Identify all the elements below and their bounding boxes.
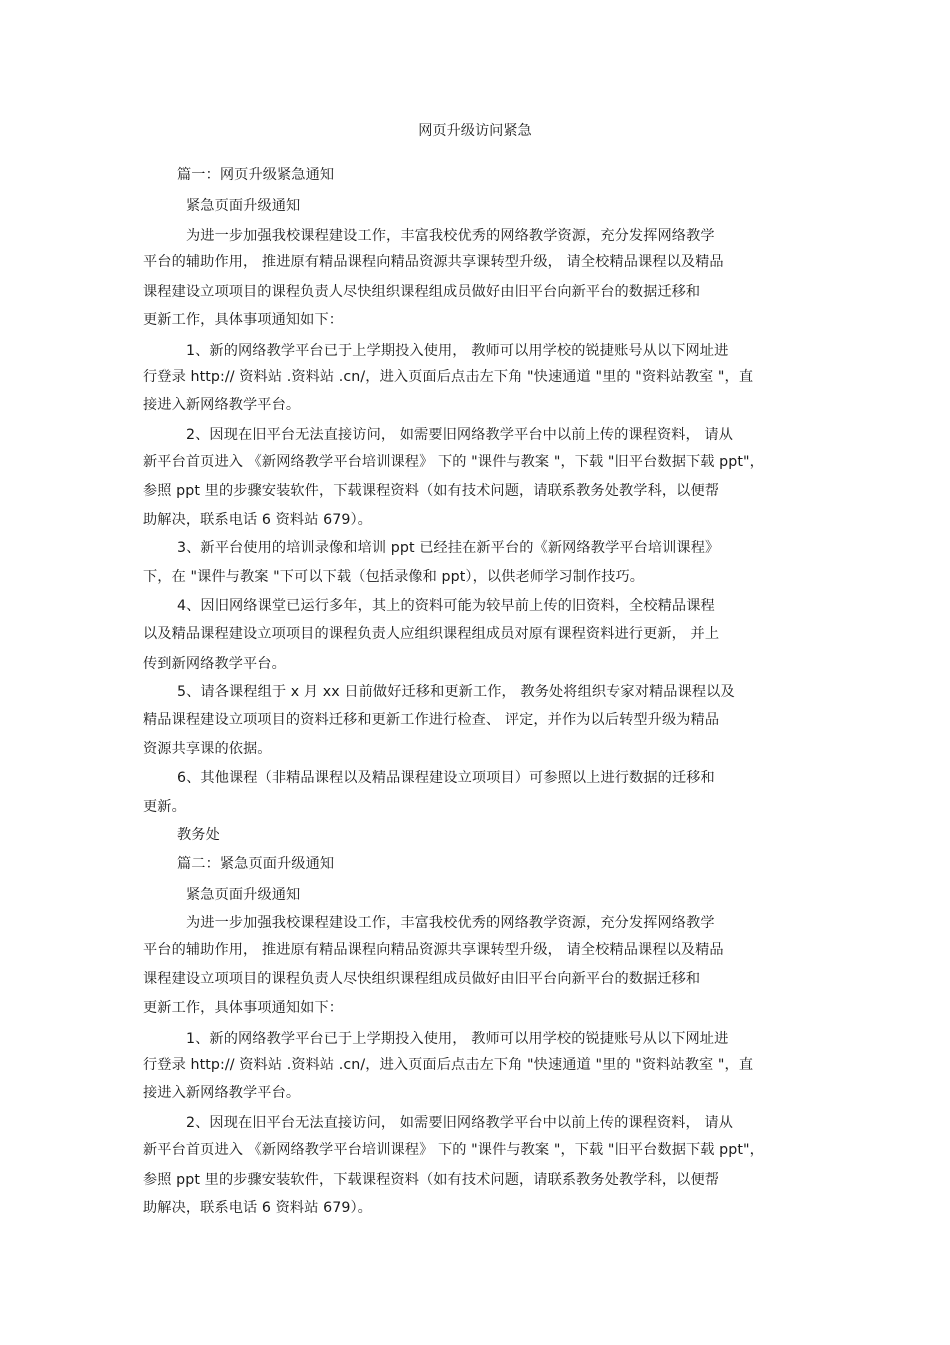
paragraph-line: 参照 ppt 里的步骤安装软件，下载课程资料（如有技术问题，请联系教务处教学科，以便帮	[143, 483, 720, 499]
paragraph-line: 更新。	[143, 799, 186, 815]
paragraph-line: 1、新的网络教学平台已于上学期投入使用， 教师可以用学校的锐捷账号从以下网址进	[186, 343, 729, 359]
notice-heading: 紧急页面升级通知	[186, 198, 301, 214]
paragraph-line: 4、因旧网络课堂已运行多年，其上的资料可能为较早前上传的旧资料，全校精品课程	[177, 598, 715, 614]
paragraph-line: 为进一步加强我校课程建设工作，丰富我校优秀的网络教学资源，充分发挥网络教学	[186, 915, 715, 931]
paragraph-line: 资源共享课的依据。	[143, 741, 272, 757]
paragraph-line: 下，在 "课件与教案 "下可以下载（包括录像和 ppt），以供老师学习制作技巧。	[143, 569, 645, 585]
paragraph-line: 3、新平台使用的培训录像和培训 ppt 已经挂在新平台的《新网络教学平台培训课程》	[177, 540, 720, 556]
paragraph-line: 行登录 http:// 资料站 .资料站 .cn/，进入页面后点击左下角 "快速通道 "里的 "资料站教室 "，直	[143, 369, 754, 385]
paragraph-line: 为进一步加强我校课程建设工作，丰富我校优秀的网络教学资源，充分发挥网络教学	[186, 228, 715, 244]
paragraph-line: 更新工作，具体事项通知如下：	[143, 312, 344, 328]
paragraph-line: 助解决，联系电话 6 资料站 679）。	[143, 512, 372, 528]
paragraph-line: 1、新的网络教学平台已于上学期投入使用， 教师可以用学校的锐捷账号从以下网址进	[186, 1031, 729, 1047]
paragraph-line: 新平台首页进入 《新网络教学平台培训课程》 下的 "课件与教案 "，下载 "旧平台数据下载 ppt"，	[143, 454, 764, 470]
paragraph-line: 平台的辅助作用， 推进原有精品课程向精品资源共享课转型升级， 请全校精品课程以及精品	[143, 942, 724, 958]
paragraph-line: 2、因现在旧平台无法直接访问， 如需要旧网络教学平台中以前上传的课程资料， 请从	[186, 427, 733, 443]
notice-heading: 紧急页面升级通知	[186, 887, 301, 903]
section-heading: 篇二：紧急页面升级通知	[177, 856, 335, 872]
paragraph-line: 2、因现在旧平台无法直接访问， 如需要旧网络教学平台中以前上传的课程资料， 请从	[186, 1115, 733, 1131]
paragraph-line: 课程建设立项项目的课程负责人尽快组织课程组成员做好由旧平台向新平台的数据迁移和	[143, 971, 701, 987]
paragraph-line: 平台的辅助作用， 推进原有精品课程向精品资源共享课转型升级， 请全校精品课程以及精品	[143, 254, 724, 270]
paragraph-line: 6、其他课程（非精品课程以及精品课程建设立项项目）可参照以上进行数据的迁移和	[177, 770, 715, 786]
paragraph-line: 精品课程建设立项项目的资料迁移和更新工作进行检查、 评定，并作为以后转型升级为精品	[143, 712, 720, 728]
paragraph-line: 行登录 http:// 资料站 .资料站 .cn/，进入页面后点击左下角 "快速通道 "里的 "资料站教室 "，直	[143, 1057, 754, 1073]
paragraph-line: 以及精品课程建设立项项目的课程负责人应组织课程组成员对原有课程资料进行更新， 并上	[143, 626, 720, 642]
section-heading: 篇一：网页升级紧急通知	[177, 167, 335, 183]
paragraph-line: 更新工作，具体事项通知如下：	[143, 1000, 344, 1016]
signature-line: 教务处	[177, 827, 220, 843]
document-title: 网页升级访问紧急	[418, 123, 532, 139]
paragraph-line: 接进入新网络教学平台。	[143, 397, 301, 413]
paragraph-line: 传到新网络教学平台。	[143, 656, 286, 672]
paragraph-line: 5、请各课程组于 x 月 xx 日前做好迁移和更新工作， 教务处将组织专家对精品课程以及	[177, 684, 735, 700]
paragraph-line: 接进入新网络教学平台。	[143, 1085, 301, 1101]
paragraph-line: 助解决，联系电话 6 资料站 679）。	[143, 1200, 372, 1216]
paragraph-line: 新平台首页进入 《新网络教学平台培训课程》 下的 "课件与教案 "，下载 "旧平台数据下载 ppt"，	[143, 1142, 764, 1158]
paragraph-line: 参照 ppt 里的步骤安装软件，下载课程资料（如有技术问题，请联系教务处教学科，以便帮	[143, 1172, 720, 1188]
paragraph-line: 课程建设立项项目的课程负责人尽快组织课程组成员做好由旧平台向新平台的数据迁移和	[143, 284, 701, 300]
